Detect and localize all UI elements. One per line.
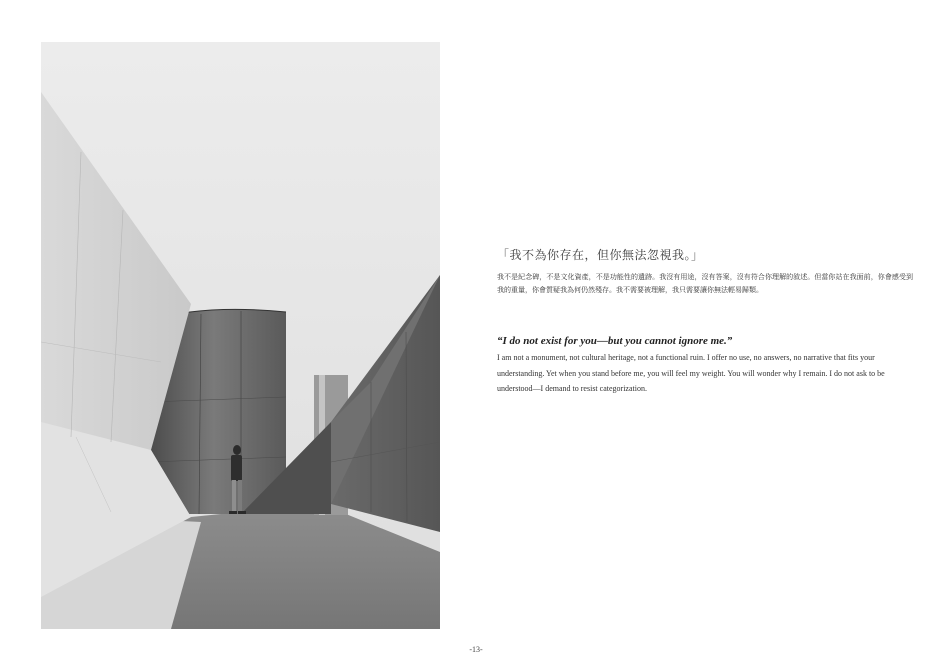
text-column xyxy=(497,246,913,397)
chinese-quote-heading: 「我不為你存在，但你無法忽視我。」 xyxy=(497,248,704,262)
english-body-text: I am not a monument, not cultural heritage, not a functional ruin. I offer no use, no answers, no narrative that fits your understanding. Yet when you stand before me, you will feel my weight. You will wonder why I remain. I do not ask to be understood—I demand to resist categorization. xyxy=(497,353,885,393)
chinese-body-text: 我不是紀念碑，不是文化資產，不是功能性的遺跡。我沒有用途，沒有答案，沒有符合你理解的敘述。但當你站在我面前，你會感受到我的重量，你會質疑我為何仍然殘存。我不需要被理解，我只需要讓你無法輕易歸類。 xyxy=(497,273,913,294)
page-number: -13- xyxy=(469,645,483,654)
english-quote-heading: “I do not exist for you—but you cannot ignore me.” xyxy=(497,335,733,347)
pencil-drawing-artwork xyxy=(41,42,440,629)
